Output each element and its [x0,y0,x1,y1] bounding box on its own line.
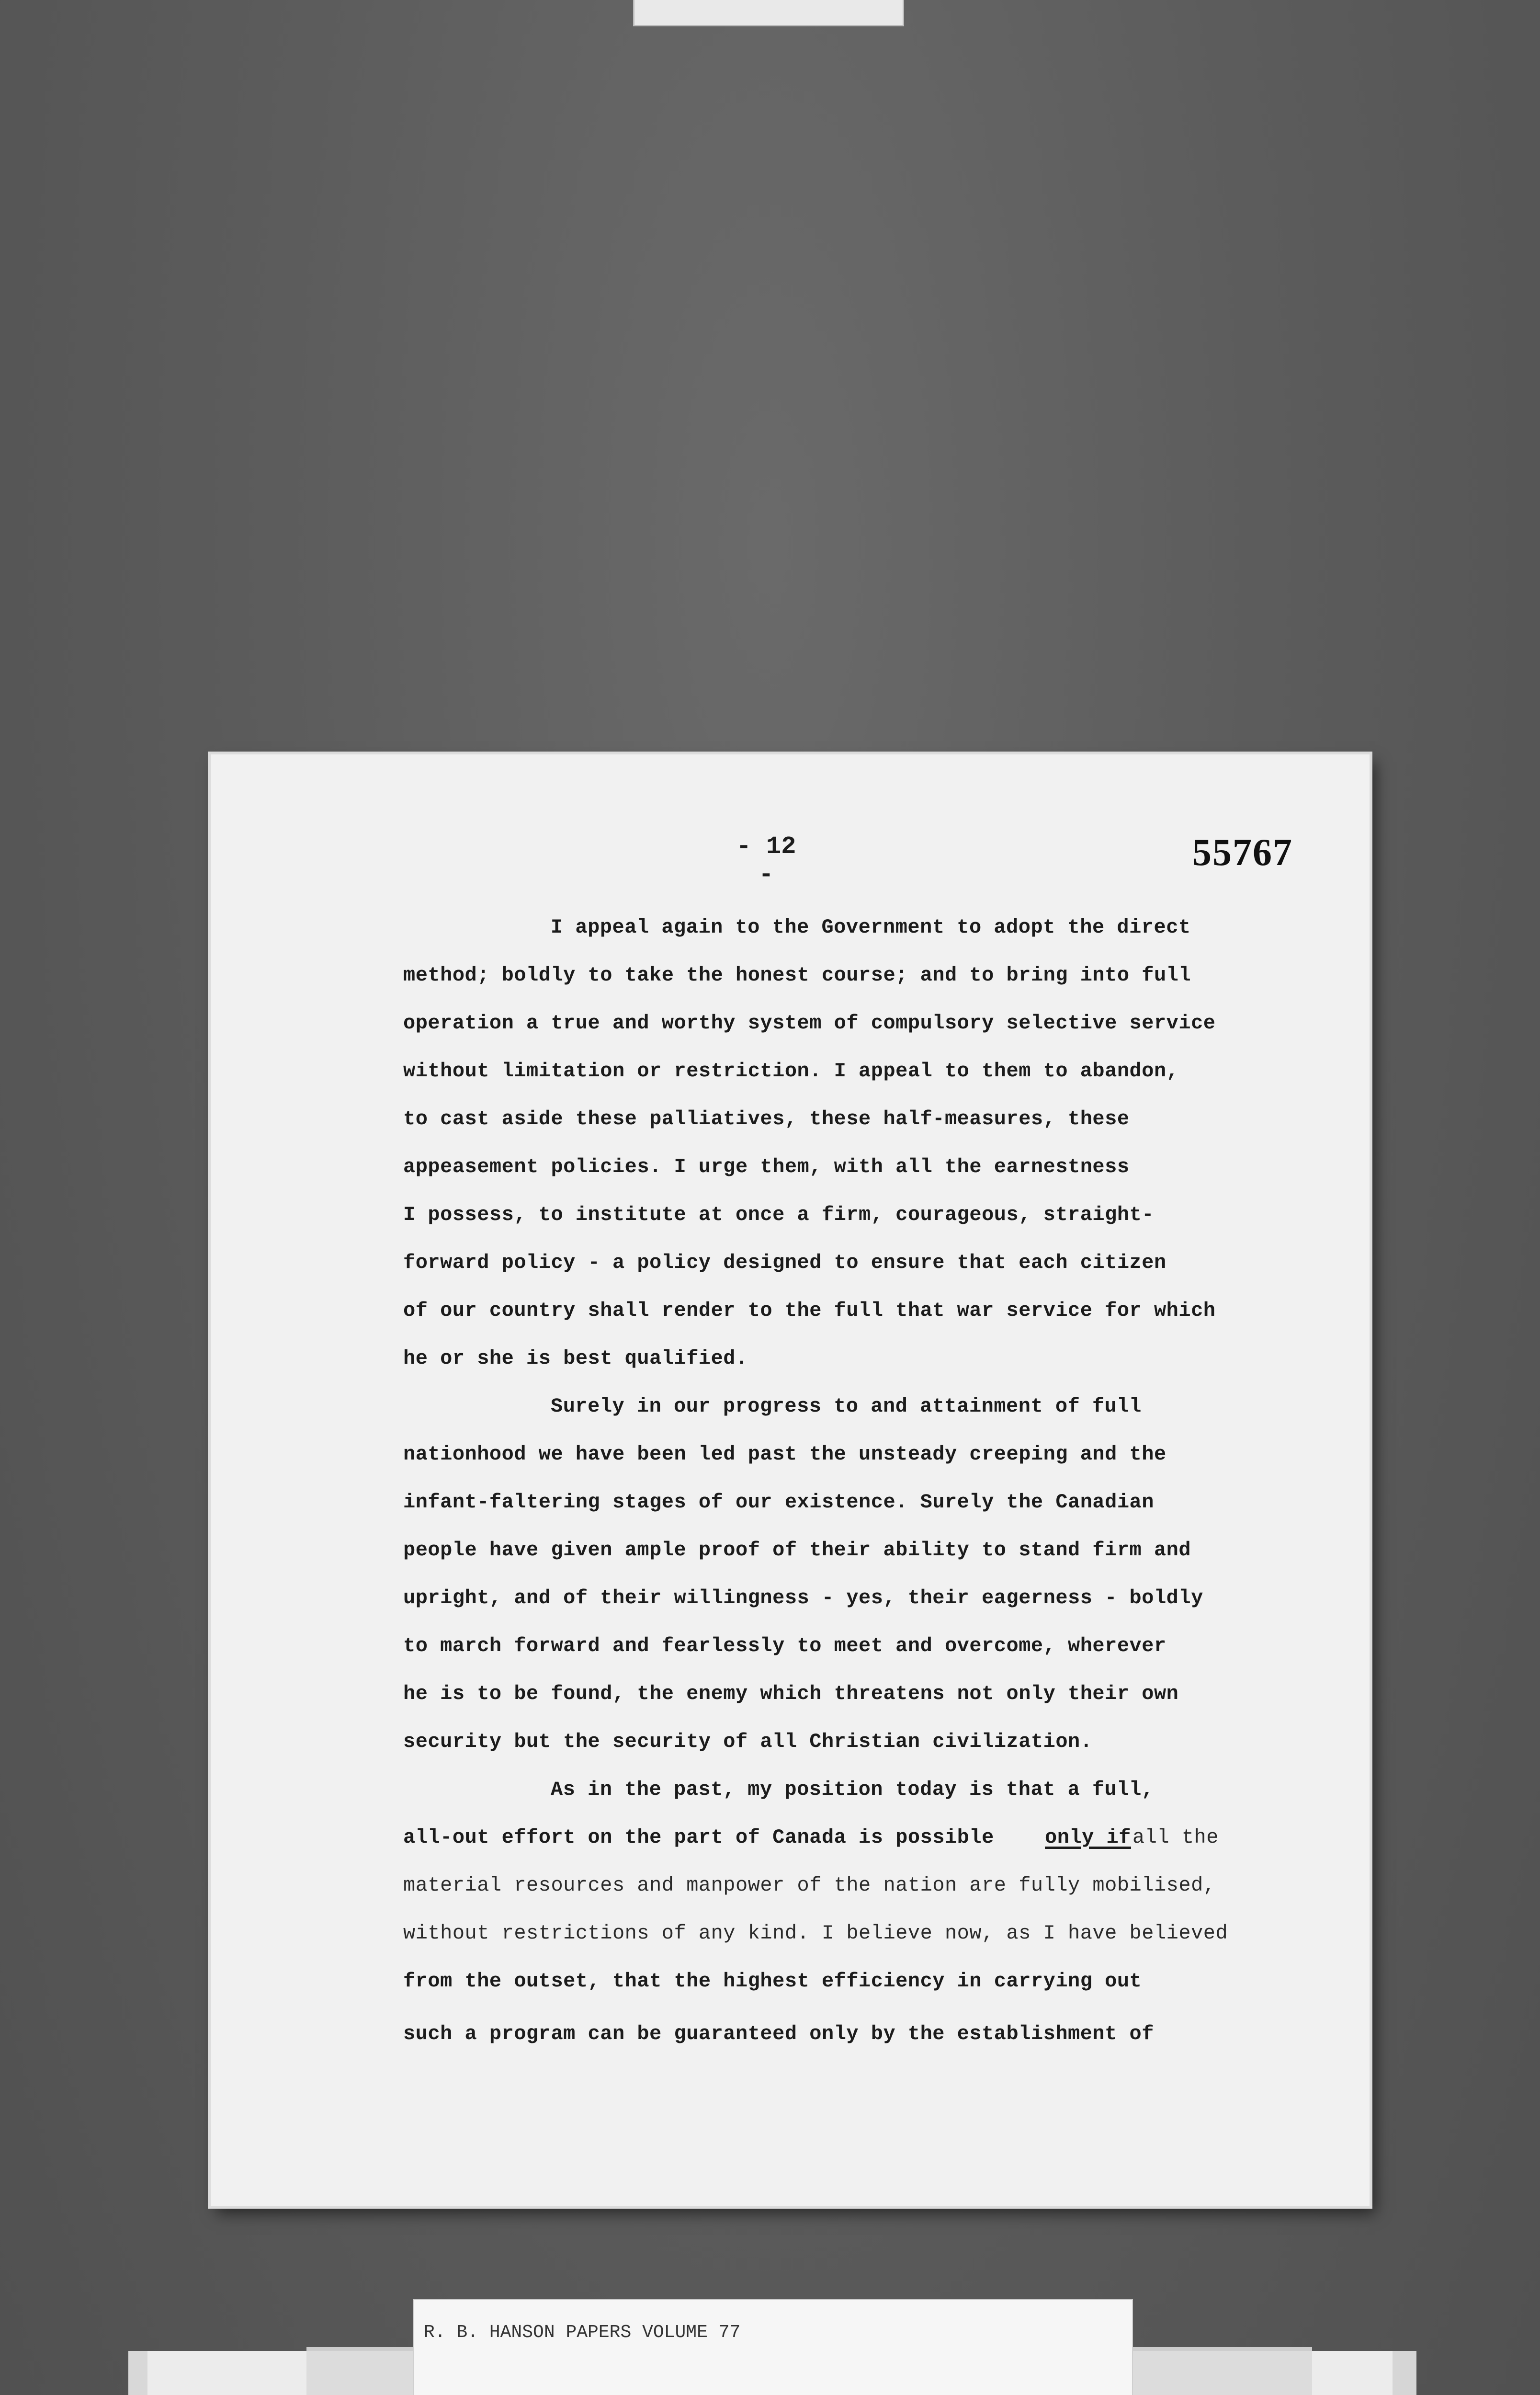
body-line: without restrictions of any kind. I believe now, as I have believed [403,1922,1228,1945]
body-line: he is to be found, the enemy which threatens not only their own [403,1682,1179,1705]
body-line: from the outset, that the highest efficiency in carrying out [403,1970,1142,1993]
page-number: - 12 - [736,833,796,889]
body-line: security but the security of all Christian civilization. [403,1730,1093,1753]
body-line: operation a true and worthy system of compulsory selective service [403,1012,1216,1035]
body-line: material resources and manpower of the nation are fully mobilised, [403,1874,1216,1897]
body-line: such a program can be guaranteed only by the establishment of [403,2022,1154,2045]
body-line: all-out effort on the part of Canada is possible [403,1826,994,1849]
body-line: to march forward and fearlessly to meet and overcome, wherever [403,1634,1166,1657]
body-line: method; boldly to take the honest course; and to bring into full [403,964,1191,987]
body-line: without limitation or restriction. I appeal to them to abandon, [403,1060,1179,1083]
reference-label-text: R. B. HANSON PAPERS VOLUME 77 [424,2322,741,2343]
body-line: appeasement policies. I urge them, with all the earnestness [403,1155,1130,1178]
reference-label [413,2299,1133,2395]
body-line: he or she is best qualified. [403,1347,748,1370]
body-line: I possess, to institute at once a firm, courageous, straight- [403,1203,1154,1226]
archive-stamp-number: 55767 [1192,832,1293,874]
top-mount-tab [633,0,904,26]
body-line: all the [1132,1826,1219,1849]
body-line: forward policy - a policy designed to ensure that each citizen [403,1251,1166,1274]
body-line: Surely in our progress to and attainment of full [551,1395,1142,1418]
body-line: I appeal again to the Government to adopt the direct [551,916,1191,939]
body-line: As in the past, my position today is that a full, [551,1778,1154,1801]
body-line: nationhood we have been led past the unsteady creeping and the [403,1443,1166,1466]
underlined-phrase: only if [1045,1826,1131,1849]
body-line: infant-faltering stages of our existence. Surely the Canadian [403,1491,1154,1514]
body-line: to cast aside these palliatives, these half-measures, these [403,1107,1130,1130]
body-line: people have given ample proof of their ability to stand firm and [403,1539,1191,1562]
body-line: upright, and of their willingness - yes, their eagerness - boldly [403,1586,1203,1609]
body-line: of our country shall render to the full that war service for which [403,1299,1216,1322]
